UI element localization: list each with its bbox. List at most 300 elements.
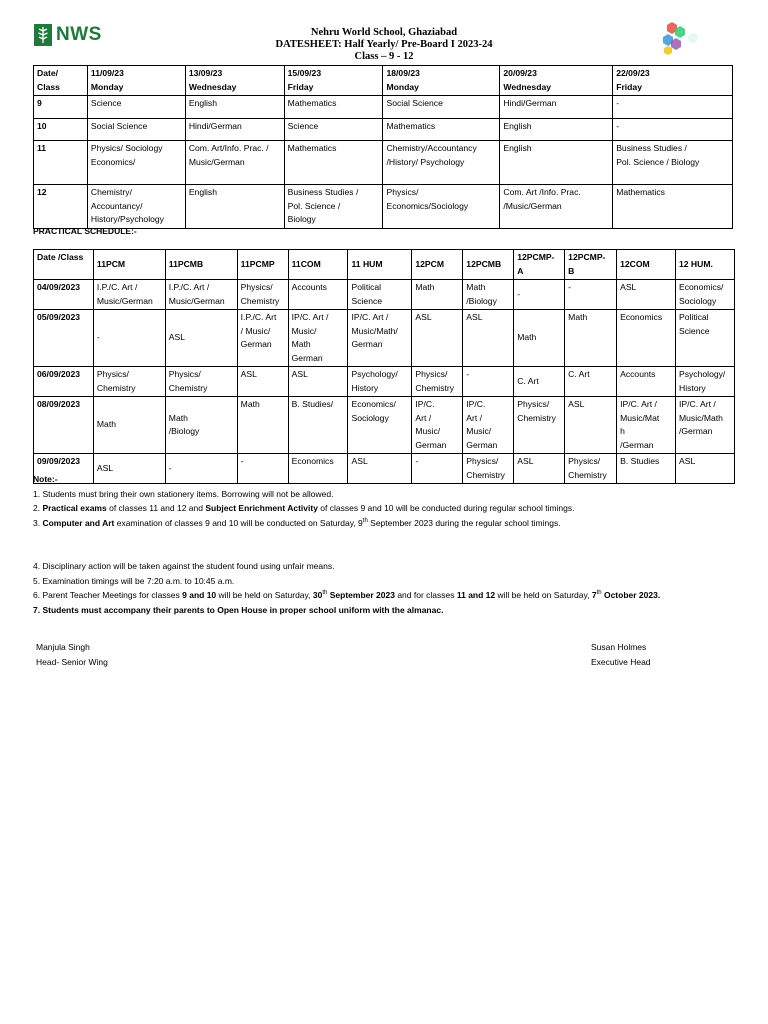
note-text: of classes 9 and 10 will be conducted during regular school timings. — [317, 503, 575, 513]
practical-cell — [412, 397, 463, 454]
cell-line: Music/Math — [678, 412, 723, 423]
stream-header — [514, 250, 565, 280]
date-class-header — [34, 66, 88, 96]
note-text: and for classes — [394, 590, 457, 600]
cell-line: Economics/ — [351, 399, 396, 409]
cell-line: Music/Mat — [620, 412, 660, 423]
exam-date: 20/09/23 — [503, 68, 537, 78]
practical-cell — [675, 367, 734, 397]
cell-line: C. Art — [568, 369, 590, 379]
practical-cell — [675, 310, 734, 367]
note-item: 1. Students must bring their own stationery items. Borrowing will not be allowed. — [33, 488, 334, 499]
subject-cell — [500, 96, 613, 119]
date-cell: 04/09/2023 — [34, 280, 94, 310]
subject-cell — [500, 119, 613, 141]
note-text: of classes 11 and 12 and — [106, 503, 206, 513]
cell-line: History/Psychology — [90, 214, 164, 224]
note-text: will be held on Saturday, — [495, 590, 592, 600]
cell-line: Chemistry — [517, 412, 556, 423]
practical-cell — [565, 310, 617, 367]
cell-line: - — [616, 98, 620, 108]
cell-line: 11 HUM — [351, 258, 383, 269]
cell-line: Chemistry — [96, 382, 136, 393]
cell-line: Social Science — [386, 98, 443, 108]
note-text: 3. — [33, 517, 43, 528]
cell-line: ASL — [351, 456, 368, 466]
class-cell: 11 — [34, 141, 88, 185]
cell-line: English — [503, 143, 532, 153]
cell-line: Social Science — [90, 121, 148, 131]
stream-header — [463, 250, 514, 280]
note-bold: 11 and 12 — [456, 590, 496, 600]
note-item — [33, 516, 733, 531]
practical-cell — [514, 310, 565, 367]
cell-line: - — [168, 462, 172, 473]
exam-day: Wednesday — [503, 81, 552, 92]
cell-line: German — [466, 439, 498, 450]
class-cell: 12 — [34, 185, 88, 229]
stream-header — [348, 250, 412, 280]
table-row — [34, 280, 735, 310]
practical-cell — [237, 397, 288, 454]
practical-cell — [288, 397, 348, 454]
class-range: Class – 9 - 12 — [354, 51, 414, 62]
practical-cell — [237, 367, 288, 397]
cell-line: Economics — [620, 312, 663, 322]
subject-cell — [613, 185, 733, 229]
date-cell: 06/09/2023 — [34, 367, 94, 397]
cell-line: Economics — [291, 456, 334, 466]
subject-cell — [185, 185, 284, 229]
cell-line: Chemistry — [415, 382, 455, 393]
subject-cell — [383, 119, 500, 141]
exam-date: 18/09/23 — [386, 68, 420, 78]
cell-line: Physics/ — [568, 456, 601, 466]
note-text: 2. — [33, 503, 43, 513]
cell-line: Biology — [287, 214, 316, 224]
stream-header — [675, 250, 734, 280]
cell-line: Sociology — [351, 412, 389, 423]
exam-date: 13/09/23 — [188, 68, 223, 78]
practical-cell — [463, 280, 514, 310]
cell-line: IP/C. Art / — [678, 399, 716, 409]
subject-cell — [613, 141, 733, 185]
cell-line: Accounts — [620, 369, 656, 379]
exam-day: Friday — [616, 81, 642, 92]
practical-cell — [617, 367, 676, 397]
cell-line: Business Studies / — [287, 187, 359, 197]
cell-line: ASL — [568, 399, 585, 409]
subject-cell — [383, 185, 500, 229]
cell-line: ASL — [620, 282, 637, 292]
cell-line: h — [620, 426, 625, 436]
cell-line: /Music/German — [503, 200, 562, 211]
date-cell: 05/09/2023 — [34, 310, 94, 367]
cell-line: 12PCM — [415, 258, 445, 269]
cell-line: German — [240, 339, 272, 349]
stream-header — [237, 250, 288, 280]
cell-line: IP/C. Art / — [620, 399, 657, 409]
cell-line: 11COM — [291, 258, 321, 269]
cell-line: Music/German — [168, 295, 225, 306]
cell-line: /German — [620, 439, 654, 450]
practical-cell — [617, 310, 676, 367]
subject-cell — [383, 96, 500, 119]
subject-cell — [87, 96, 185, 119]
cell-line: Physics/ — [96, 369, 129, 379]
exam-date: 11/09/23 — [90, 68, 124, 78]
cell-line: 12PCMB — [466, 258, 502, 269]
cell-line: - — [415, 456, 419, 466]
cell-line: Science — [90, 98, 122, 108]
cell-line: Economics/ — [678, 282, 724, 292]
cell-line: - — [517, 288, 521, 299]
cell-line: IP/C. — [466, 399, 486, 409]
practical-cell — [288, 280, 348, 310]
cell-line: Political — [351, 282, 382, 292]
cell-line: ASL — [466, 312, 483, 322]
cell-line: ASL — [240, 369, 257, 379]
cell-line: ASL — [291, 369, 308, 379]
cell-line: Physics/ — [466, 456, 499, 466]
practical-cell — [675, 280, 734, 310]
cell-line: - — [466, 369, 470, 379]
note-text: will be held on Saturday, — [216, 590, 313, 600]
cell-line: I.P./C. Art — [240, 312, 277, 322]
table-row — [34, 141, 733, 185]
cell-line: English — [188, 187, 217, 197]
note-item: 7. Students must accompany their parents to Open House in proper school uniform with the almanac. — [33, 604, 444, 615]
note-text: 6. Parent Teacher Meetings for classes — [33, 590, 183, 600]
subject-cell — [185, 96, 284, 119]
cell-line: / Music/ — [240, 325, 271, 336]
subject-cell — [284, 141, 383, 185]
cell-line: Chemistry/Accountancy — [386, 143, 477, 153]
practical-cell — [412, 280, 463, 310]
signatory-title: Executive Head — [591, 657, 651, 667]
cell-line: I.P./C. Art / — [96, 282, 138, 292]
cell-line: Math — [568, 312, 588, 322]
note-bold: Subject Enrichment Activity — [205, 503, 318, 513]
exam-date: 15/09/23 — [287, 68, 322, 78]
header-label-line: Date/ — [37, 68, 59, 78]
exam-day: Friday — [287, 81, 314, 92]
exam-day: Wednesday — [188, 81, 237, 92]
practical-cell — [93, 280, 165, 310]
cell-line: German — [415, 439, 447, 450]
cell-line: Science — [351, 295, 383, 306]
cell-line: Mathematics — [386, 121, 436, 131]
subject-cell — [284, 119, 383, 141]
cell-line: Math — [96, 419, 116, 430]
note-bold: 9 and 10 — [182, 590, 217, 600]
cell-line: A — [517, 265, 524, 276]
cell-line: Music/German — [188, 156, 245, 167]
cell-line: Physics/ — [517, 399, 550, 409]
cell-line: Chemistry — [168, 382, 208, 393]
subject-cell — [87, 119, 185, 141]
subject-cell — [613, 119, 733, 141]
cell-line: Physics/ — [168, 369, 201, 379]
date-header — [500, 66, 613, 96]
cell-line: Math — [415, 282, 435, 292]
cell-line: German — [291, 352, 323, 363]
practical-cell — [93, 397, 165, 454]
practical-cell — [348, 310, 412, 367]
practical-cell — [412, 310, 463, 367]
cell-line: Mathematics — [287, 143, 337, 153]
practical-schedule-table — [33, 249, 735, 484]
practical-cell — [675, 397, 734, 454]
cell-line: Math — [291, 339, 311, 349]
logo-text: NWS — [56, 24, 102, 45]
cell-line: Math — [240, 399, 260, 409]
table-row — [34, 310, 735, 367]
cell-line: Chemistry — [466, 469, 505, 480]
cell-line: 12COM — [620, 258, 650, 269]
cell-line: German — [351, 339, 383, 349]
practical-cell — [348, 280, 412, 310]
cell-line: English — [503, 121, 532, 131]
header-label-line: Class — [37, 81, 60, 92]
signatory-title: Head- Senior Wing — [36, 657, 108, 667]
cell-line: ASL — [517, 456, 534, 466]
cell-line: Music/ — [466, 426, 492, 436]
cell-line: Music/ — [415, 426, 441, 436]
note-text: examination of classes 9 and 10 will be conducted on Saturday, 9 — [114, 517, 363, 528]
practical-cell — [165, 367, 237, 397]
cell-line: IP/C. Art / — [291, 312, 329, 322]
practical-cell — [165, 280, 237, 310]
cell-line: B — [568, 265, 575, 276]
practical-cell — [93, 367, 165, 397]
practical-cell — [565, 280, 617, 310]
date-cell: 09/09/2023 — [34, 454, 94, 484]
table-header-row — [34, 250, 735, 280]
cell-line: ASL — [678, 456, 696, 466]
note-bold: Practical exams — [42, 503, 107, 513]
cell-line: 11PCMB — [168, 258, 204, 269]
cell-line: /Biology — [466, 295, 497, 306]
note-item: 4. Disciplinary action will be taken against the student found using unfair means. — [33, 561, 335, 571]
practical-cell — [348, 367, 412, 397]
cell-line: Chemistry/ — [90, 187, 132, 197]
table-row — [34, 119, 733, 141]
subject-cell — [383, 141, 500, 185]
cell-line: Music/German — [96, 295, 153, 306]
note-sup: th — [596, 590, 602, 597]
cell-line: /History/ Psychology — [386, 156, 465, 167]
cell-line: IP/C. Art / — [351, 312, 389, 322]
cell-line: History — [351, 382, 379, 393]
cell-line: Science — [287, 121, 319, 131]
practical-cell — [412, 367, 463, 397]
subject-cell — [613, 96, 733, 119]
cell-line: IP/C. — [415, 399, 435, 409]
cell-line: Pol. Science / — [287, 200, 341, 211]
cell-line: Psychology/ — [678, 369, 726, 379]
cell-line: ASL — [96, 462, 114, 473]
cell-line: 11PCM — [96, 258, 126, 269]
cell-line: Pol. Science / Biology — [616, 156, 700, 167]
cell-line: - — [616, 121, 620, 131]
cell-line: Science — [678, 325, 710, 336]
practical-cell — [514, 367, 565, 397]
exam-day: Monday — [90, 81, 124, 92]
subject-cell — [284, 96, 383, 119]
cell-line: Physics/ — [415, 369, 448, 379]
cell-line: Chemistry — [240, 295, 280, 306]
stream-header — [565, 250, 617, 280]
note-item: 5. Examination timings will be 7:20 a.m. to 10:45 a.m. — [33, 575, 235, 586]
cell-line: Mathematics — [287, 98, 337, 108]
cell-line: Sociology — [678, 295, 717, 306]
practical-cell — [565, 397, 617, 454]
cell-line: - — [96, 332, 100, 343]
exam-day: Monday — [386, 81, 419, 92]
subject-cell — [185, 119, 284, 141]
cell-line: Accounts — [291, 282, 327, 292]
note-sup: th — [362, 517, 368, 524]
cell-line: /German — [678, 426, 713, 436]
cell-line: Music/ — [291, 325, 317, 336]
notes-spacer — [33, 530, 733, 559]
class-cell: 9 — [34, 96, 88, 119]
cell-line: Music/Math/ — [351, 325, 398, 336]
cell-line: English — [188, 98, 217, 108]
practical-cell — [463, 367, 514, 397]
cell-line: - — [240, 456, 244, 466]
table-row — [34, 397, 735, 454]
date-header — [87, 66, 185, 96]
practical-cell — [565, 367, 617, 397]
note-text: September 2023 during the regular school timings. — [367, 517, 561, 528]
class-cell: 10 — [34, 119, 88, 141]
cell-line: Physics/ Sociology — [90, 143, 163, 153]
table-row — [34, 367, 735, 397]
practical-cell — [463, 310, 514, 367]
table-row — [34, 185, 733, 229]
cell-line: Com. Art/Info. Prac. / — [188, 143, 269, 153]
table-row — [34, 96, 733, 119]
notes-section — [33, 472, 733, 617]
subject-cell — [500, 185, 613, 229]
cell-line: Psychology/ — [351, 369, 398, 379]
cell-line: B. Studies — [620, 456, 660, 466]
cell-line: Art / — [466, 412, 483, 423]
cell-line: 12PCMP- — [517, 252, 555, 262]
cell-line: Hindi/German — [503, 98, 557, 108]
practical-cell — [514, 397, 565, 454]
datesheet-title: DATESHEET: Half Yearly/ Pre-Board I 2023-24 — [275, 39, 493, 50]
note-bold: September 2023 — [327, 590, 395, 600]
practical-cell — [463, 397, 514, 454]
stream-header — [165, 250, 237, 280]
subject-cell — [87, 185, 185, 229]
table-header-row — [34, 66, 733, 96]
subject-cell — [185, 141, 284, 185]
cell-line: Math — [168, 412, 188, 423]
cell-line: Mathematics — [616, 187, 665, 197]
cell-line: 11PCMP — [240, 258, 275, 269]
note-item — [33, 501, 733, 516]
note-bold: October 2023. — [601, 590, 661, 600]
school-name: Nehru World School, Ghaziabad — [310, 27, 458, 38]
cell-line: C. Art — [517, 375, 539, 386]
practical-cell — [288, 310, 348, 367]
signatory-name: Susan Holmes — [591, 642, 647, 652]
cell-line: Business Studies / — [616, 143, 687, 153]
note-bold: 7 — [591, 590, 597, 600]
date-cell: 08/09/2023 — [34, 397, 94, 454]
date-class-header: Date /Class — [34, 250, 94, 280]
practical-cell — [165, 310, 237, 367]
cell-line: Hindi/German — [188, 121, 242, 131]
date-header — [284, 66, 383, 96]
practical-cell — [237, 280, 288, 310]
cell-line: Physics/ — [240, 282, 273, 292]
practical-cell — [93, 310, 165, 367]
cell-line: Math — [517, 332, 537, 343]
note-bold: 30 — [312, 590, 323, 600]
cell-line: B. Studies/ — [291, 399, 334, 409]
cell-line: Accountancy/ — [90, 200, 143, 211]
practical-cell — [288, 367, 348, 397]
subject-cell — [87, 141, 185, 185]
notes-title: Note:- — [33, 474, 58, 484]
cell-line: Com. Art /Info. Prac. — [503, 187, 581, 197]
signature-left — [36, 640, 108, 670]
date-header — [185, 66, 284, 96]
exam-datesheet-table — [33, 65, 733, 229]
stream-header — [617, 250, 676, 280]
cell-line: 12PCMP- — [568, 252, 606, 262]
cell-line: History — [678, 382, 706, 393]
practical-cell — [514, 280, 565, 310]
practical-cell — [617, 280, 676, 310]
subject-cell — [500, 141, 613, 185]
cell-line: - — [568, 282, 572, 292]
cell-line: Art / — [415, 412, 432, 423]
cell-line: Math — [466, 282, 486, 292]
note-bold: Computer and Art — [42, 517, 115, 528]
practical-cell — [617, 397, 676, 454]
cell-line: Economics/ — [90, 156, 136, 167]
exam-date: 22/09/23 — [616, 68, 650, 78]
practical-schedule-title: PRACTICAL SCHEDULE:- — [33, 226, 137, 236]
cell-line: /Biology — [168, 426, 200, 436]
cell-line: Chemistry — [568, 469, 607, 480]
signature-right — [591, 640, 651, 670]
date-header — [383, 66, 500, 96]
cell-line: ASL — [168, 332, 186, 343]
note-item — [33, 588, 733, 603]
signatory-name: Manjula Singh — [36, 642, 90, 652]
subject-cell — [284, 185, 383, 229]
cell-line: Economics/Sociology — [386, 200, 469, 211]
note-sup: th — [322, 590, 328, 597]
stream-header — [93, 250, 165, 280]
practical-cell — [165, 397, 237, 454]
cell-line: 12 HUM. — [678, 258, 713, 269]
stream-header — [288, 250, 348, 280]
cell-line: I.P./C. Art / — [168, 282, 210, 292]
practical-cell — [348, 397, 412, 454]
cell-line: ASL — [415, 312, 432, 322]
stream-header — [412, 250, 463, 280]
cell-line: Physics/ — [386, 187, 419, 197]
practical-cell — [237, 310, 288, 367]
